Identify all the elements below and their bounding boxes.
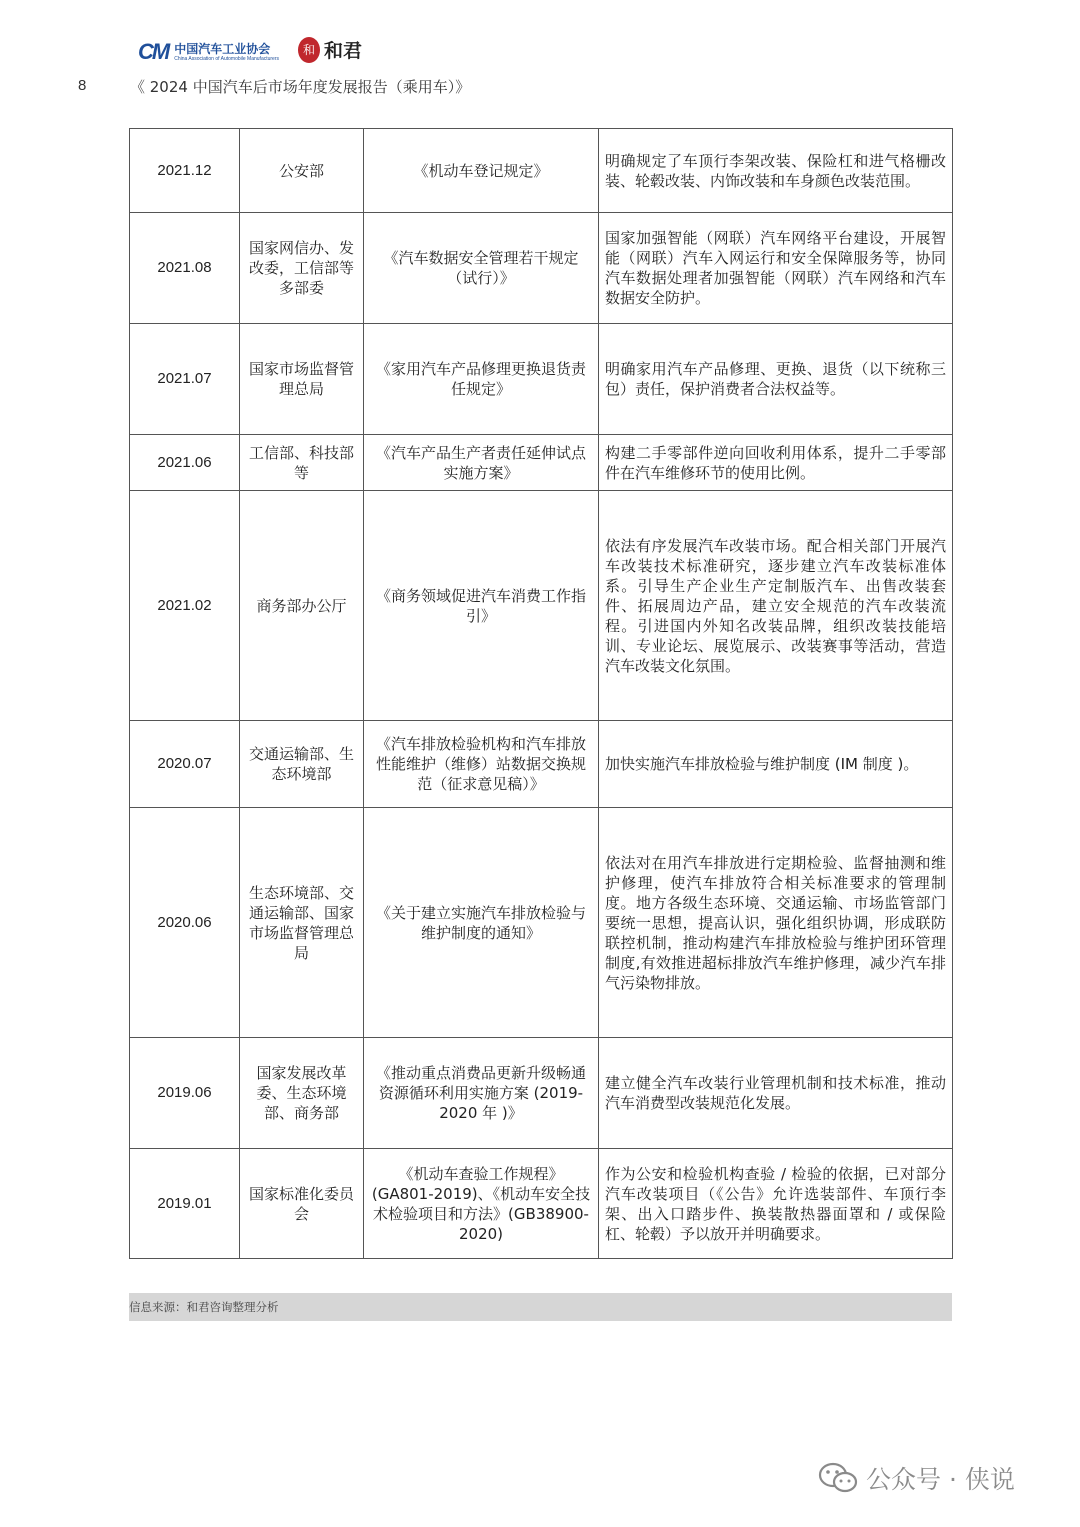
date-cell: 2021.08 bbox=[130, 213, 240, 324]
table-row bbox=[130, 1038, 953, 1149]
description-cell: 明确家用汽车产品修理、更换、退货（以下统称三包）责任，保护消费者合法权益等。 bbox=[599, 324, 953, 435]
document-cell: 《商务领域促进汽车消费工作指引》 bbox=[364, 491, 599, 721]
department-cell: 国家发展改革委、生态环境部、商务部 bbox=[240, 1038, 364, 1149]
description-cell: 构建二手零部件逆向回收利用体系，提升二手零部件在汽车维修环节的使用比例。 bbox=[599, 435, 953, 491]
date-cell: 2021.02 bbox=[130, 491, 240, 721]
description-cell: 国家加强智能（网联）汽车网络平台建设，开展智能（网联）汽车入网运行和安全保障服务等，协同汽车数据处理者加强智能（网联）汽车网络和汽车数据安全防护。 bbox=[599, 213, 953, 324]
hejun-logo bbox=[298, 36, 362, 63]
date-cell: 2021.07 bbox=[130, 324, 240, 435]
document-cell: 《推动重点消费品更新升级畅通资源循环利用实施方案 (2019-2020 年 )》 bbox=[364, 1038, 599, 1149]
source-note: 信息来源：和君咨询整理分析 bbox=[129, 1300, 279, 1314]
hejun-logo-text: 和君 bbox=[324, 40, 363, 62]
department-cell: 国家市场监督管理总局 bbox=[240, 324, 364, 435]
table-row bbox=[130, 324, 953, 435]
caam-logo-cn: 中国汽车工业协会 bbox=[174, 41, 271, 56]
table-row bbox=[130, 129, 953, 213]
document-cell: 《汽车排放检验机构和汽车排放性能维护（维修）站数据交换规范（征求意见稿）》 bbox=[364, 721, 599, 808]
document-cell: 《机动车登记规定》 bbox=[364, 129, 599, 213]
caam-logo-en: China Association of Automobile Manufacturers bbox=[174, 55, 279, 62]
description-cell: 明确规定了车顶行李架改装、保险杠和进气格栅改装、轮毂改装、内饰改装和车身颜色改装范围。 bbox=[599, 129, 953, 213]
watermark-text: 公众号 · 侠说 bbox=[866, 1465, 1015, 1494]
department-cell: 国家网信办、发改委，工信部等多部委 bbox=[240, 213, 364, 324]
department-cell: 交通运输部、生态环境部 bbox=[240, 721, 364, 808]
date-cell: 2019.06 bbox=[130, 1038, 240, 1149]
description-cell: 作为公安和检验机构查验 / 检验的依据，已对部分汽车改装项目（《公告》允许选装部件、车顶行李架、出入口踏步件、换装散热器面罩和 / 或保险杠、轮毂）予以放开并明确要求。 bbox=[599, 1149, 953, 1259]
date-cell: 2020.06 bbox=[130, 808, 240, 1038]
policy-table bbox=[129, 128, 953, 1259]
description-cell: 建立健全汽车改装行业管理机制和技术标准，推动汽车消费型改装规范化发展。 bbox=[599, 1038, 953, 1149]
table-row bbox=[130, 721, 953, 808]
caam-logo bbox=[138, 38, 279, 66]
document-cell: 《机动车查验工作规程》(GA801-2019)、《机动车安全技术检验项目和方法》(GB38900-2020) bbox=[364, 1149, 599, 1259]
wechat-icon bbox=[818, 1462, 858, 1494]
department-cell: 商务部办公厅 bbox=[240, 491, 364, 721]
page-number: 8 bbox=[78, 77, 87, 94]
hejun-seal-icon: 和 bbox=[298, 37, 320, 63]
document-cell: 《汽车数据安全管理若干规定（试行）》 bbox=[364, 213, 599, 324]
watermark bbox=[818, 1460, 1015, 1496]
description-cell: 依法有序发展汽车改装市场。配合相关部门开展汽车改装技术标准研究，逐步建立汽车改装标准体系。引导生产企业生产定制版汽车、出售改装套件、拓展周边产品，建立安全规范的汽车改装流程。引进国内外知名改装品牌，组织改装技能培训、专业论坛、展览展示、改装赛事等活动，营造汽车改装文化氛围。 bbox=[599, 491, 953, 721]
table-row bbox=[130, 1149, 953, 1259]
document-cell: 《关于建立实施汽车排放检验与维护制度的通知》 bbox=[364, 808, 599, 1038]
date-cell: 2020.07 bbox=[130, 721, 240, 808]
date-cell: 2021.06 bbox=[130, 435, 240, 491]
document-cell: 《汽车产品生产者责任延伸试点实施方案》 bbox=[364, 435, 599, 491]
date-cell: 2021.12 bbox=[130, 129, 240, 213]
department-cell: 国家标准化委员会 bbox=[240, 1149, 364, 1259]
caam-logo-mark: CM bbox=[138, 39, 169, 64]
table-row bbox=[130, 435, 953, 491]
document-cell: 《家用汽车产品修理更换退货责任规定》 bbox=[364, 324, 599, 435]
date-cell: 2019.01 bbox=[130, 1149, 240, 1259]
department-cell: 工信部、科技部等 bbox=[240, 435, 364, 491]
table-row bbox=[130, 491, 953, 721]
description-cell: 依法对在用汽车排放进行定期检验、监督抽测和维护修理，使汽车排放符合相关标准要求的管理制度。地方各级生态环境、交通运输、市场监管部门要统一思想，提高认识，强化组织协调，形成联防联控机制，推动构建汽车排放检验与维护团环管理制度,有效推进超标排放汽车维护修理，减少汽车排气污染物排放。 bbox=[599, 808, 953, 1038]
department-cell: 生态环境部、交通运输部、国家市场监督管理总局 bbox=[240, 808, 364, 1038]
report-title: 《 2024 中国汽车后市场年度发展报告（乘用车）》 bbox=[130, 78, 471, 96]
table-row bbox=[130, 808, 953, 1038]
source-bar bbox=[129, 1293, 952, 1321]
description-cell: 加快实施汽车排放检验与维护制度 (IM 制度 )。 bbox=[599, 721, 953, 808]
table-row bbox=[130, 213, 953, 324]
department-cell: 公安部 bbox=[240, 129, 364, 213]
